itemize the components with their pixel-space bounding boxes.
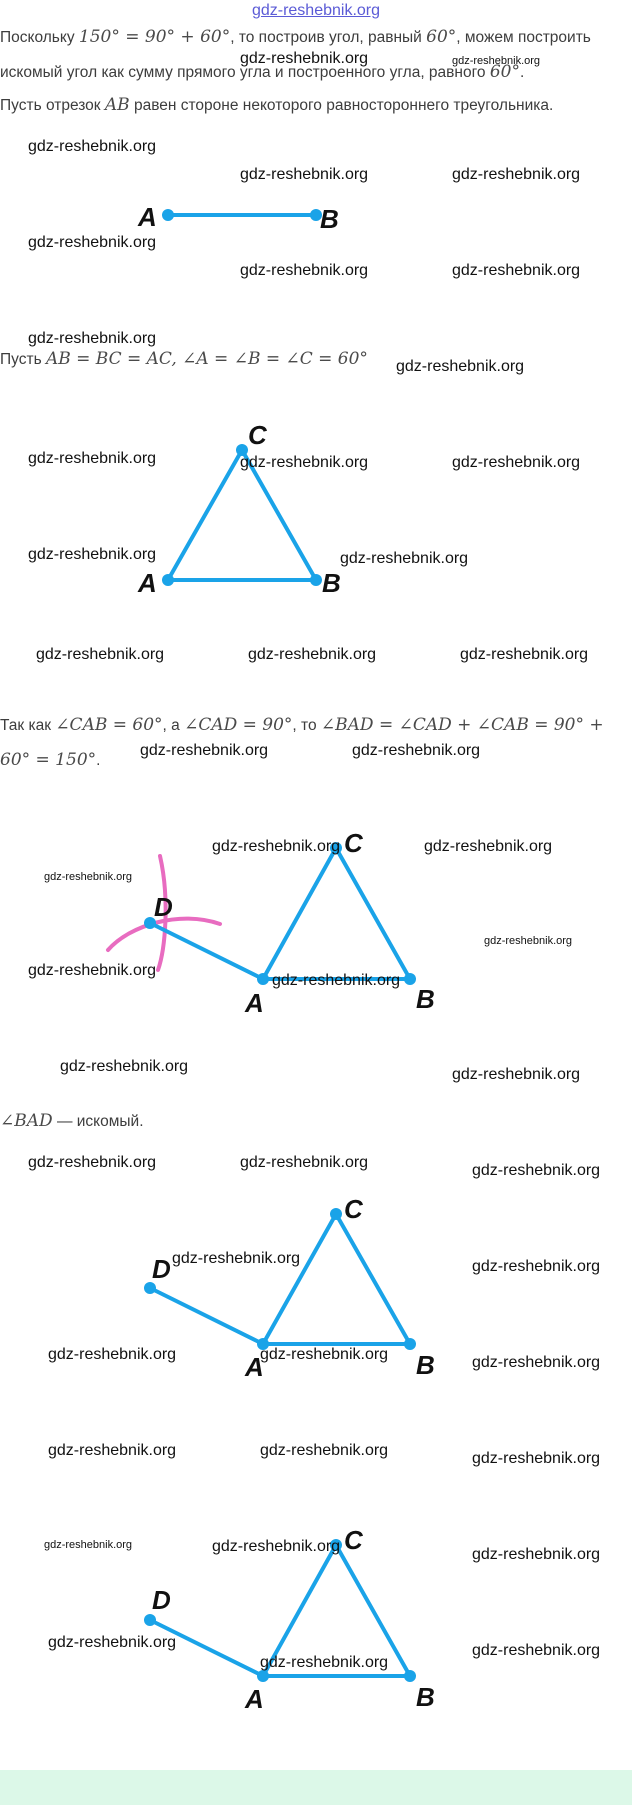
label-b: B (322, 568, 341, 598)
watermark: gdz-reshebnik.org (28, 450, 157, 467)
watermark: gdz-reshebnik.org (452, 55, 541, 67)
point-a (257, 973, 269, 985)
watermark: gdz-reshebnik.org (472, 1546, 601, 1563)
math-span: 60° (426, 27, 457, 47)
watermark: gdz-reshebnik.org (60, 1058, 189, 1075)
text-span: Так как (0, 717, 56, 734)
watermark: gdz-reshebnik.org (172, 1250, 301, 1267)
label-b: B (416, 984, 435, 1014)
point-b (404, 1670, 416, 1682)
math-span: ∠CAB = 60° (55, 715, 163, 735)
text-span: . (519, 64, 525, 81)
point-c (330, 1208, 342, 1220)
text-span: — искомый. (52, 1113, 144, 1130)
watermark: gdz-reshebnik.org (472, 1258, 601, 1275)
footer-band (0, 1770, 632, 1805)
diagram-triangle (0, 420, 632, 600)
watermark: gdz-reshebnik.org (28, 330, 157, 347)
watermark: gdz-reshebnik.org (272, 972, 401, 989)
watermark: gdz-reshebnik.org (340, 550, 469, 567)
watermark: gdz-reshebnik.org (452, 454, 581, 471)
label-b: B (320, 204, 339, 234)
watermark: gdz-reshebnik.org (240, 1154, 369, 1171)
watermark: gdz-reshebnik.org (424, 838, 553, 855)
text-span: , то построив угол, равный (230, 29, 427, 46)
text-span: , можем построить искомый угол как сумму прямого угла и построенного угла, равного (0, 29, 591, 81)
watermark: gdz-reshebnik.org (472, 1354, 601, 1371)
text-span: Пусть (0, 351, 46, 368)
watermark: gdz-reshebnik.org (472, 1642, 601, 1659)
watermark: gdz-reshebnik.org (248, 646, 377, 663)
watermark: gdz-reshebnik.org (36, 646, 165, 663)
segment-ad (150, 1288, 263, 1344)
label-c: C (344, 1194, 363, 1224)
label-c: C (248, 420, 267, 450)
label-d: D (154, 892, 173, 922)
watermark: gdz-reshebnik.org (28, 962, 157, 979)
segment-ad (150, 923, 263, 979)
watermark: gdz-reshebnik.org (240, 166, 369, 183)
point-b (310, 574, 322, 586)
label-a: A (138, 202, 157, 232)
paragraph-segment (0, 88, 628, 123)
label-c: C (344, 1525, 363, 1555)
label-a: A (245, 1352, 264, 1382)
watermark: gdz-reshebnik.org (260, 1654, 389, 1671)
triangle-abc (263, 1214, 410, 1344)
math-span: 60° (489, 62, 520, 82)
watermark: gdz-reshebnik.org (460, 646, 589, 663)
watermark: gdz-reshebnik.org (240, 454, 369, 471)
watermark: gdz-reshebnik.org (28, 1154, 157, 1171)
math-span: ∠BAD = ∠CAD + ∠CAB = 90° + 60° = 150° (0, 715, 604, 770)
triangle-abc (263, 848, 410, 979)
paragraph-conclusion (0, 1104, 628, 1139)
watermark: gdz-reshebnik.org (212, 1538, 341, 1555)
watermark: gdz-reshebnik.org (28, 138, 157, 155)
watermark: gdz-reshebnik.org (484, 935, 573, 947)
watermark: gdz-reshebnik.org (48, 1442, 177, 1459)
watermark: gdz-reshebnik.org (452, 262, 581, 279)
watermark: gdz-reshebnik.org (48, 1634, 177, 1651)
label-b: B (416, 1350, 435, 1380)
label-a: A (138, 568, 157, 598)
math-span: ∠BAD (0, 1111, 53, 1131)
watermark: gdz-reshebnik.org (48, 1346, 177, 1363)
label-d: D (152, 1585, 171, 1615)
label-a: A (245, 988, 264, 1018)
watermark: gdz-reshebnik.org (140, 742, 269, 759)
watermark: gdz-reshebnik.org (472, 1162, 601, 1179)
text-span: Пусть отрезок (0, 97, 105, 114)
point-a (162, 209, 174, 221)
watermark: gdz-reshebnik.org (472, 1450, 601, 1467)
text-span: , то (292, 717, 321, 734)
label-b: B (416, 1682, 435, 1712)
watermark: gdz-reshebnik.org (452, 1066, 581, 1083)
paragraph-angle-sum (0, 708, 628, 778)
watermark: gdz-reshebnik.org (212, 838, 341, 855)
watermark: gdz-reshebnik.org (240, 50, 369, 67)
text-span: Поскольку (0, 29, 79, 46)
watermark: gdz-reshebnik.org (260, 1442, 389, 1459)
watermark: gdz-reshebnik.org (28, 546, 157, 563)
text-span: , а (162, 717, 185, 734)
watermark: gdz-reshebnik.org (240, 262, 369, 279)
watermark: gdz-reshebnik.org (352, 742, 481, 759)
label-d: D (152, 1254, 171, 1284)
watermark: gdz-reshebnik.org (44, 871, 133, 883)
watermark: gdz-reshebnik.org (396, 358, 525, 375)
watermark: gdz-reshebnik.org (260, 1346, 389, 1363)
watermark: gdz-reshebnik.org (28, 234, 157, 251)
point-b (404, 973, 416, 985)
math-span: 150° = 90° + 60° (78, 27, 231, 47)
point-a (162, 574, 174, 586)
math-span: AB = BC = AC, ∠A = ∠B = ∠C = 60° (45, 349, 368, 369)
watermark: gdz-reshebnik.org (44, 1539, 133, 1551)
math-span: AB (104, 95, 130, 115)
point-b (404, 1338, 416, 1350)
text-span: равен стороне некоторого равностороннего треугольника. (129, 97, 554, 114)
text-span: . (96, 752, 101, 769)
math-span: ∠CAD = 90° (184, 715, 293, 735)
point-d (144, 1614, 156, 1626)
label-a: A (245, 1684, 264, 1714)
site-header-link[interactable]: gdz-reshebnik.org (251, 2, 381, 19)
label-c: C (344, 828, 363, 858)
diagram-segment-ab (0, 180, 632, 240)
watermark: gdz-reshebnik.org (452, 166, 581, 183)
